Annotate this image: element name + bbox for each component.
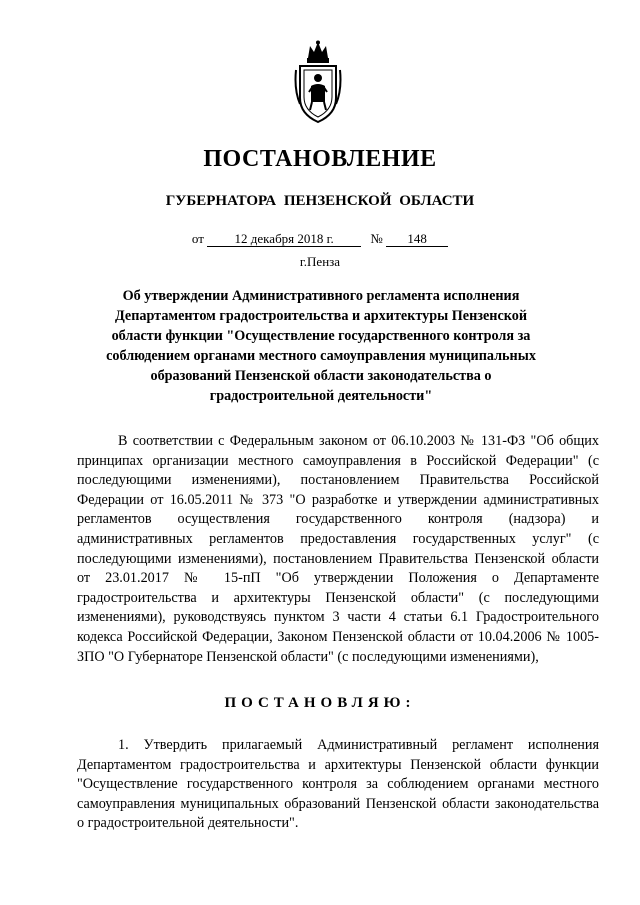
date-from-label: от (191, 231, 204, 246)
date-number-line (0, 231, 640, 247)
preamble-paragraph: В соответствии с Федеральным законом от 06.10.2003 № 131-ФЗ "Об общих принципах организации местного самоуправления в Российской Федерации" (с последующими изменениями), постановлением Правительства Российской Федерации от 16.05.2011 № 373 "О разработке и утверждении административных регламентов осуществления государственного контроля (надзора) и административных регламентов предоставления государственных услуг" (с последующими изменениями), постановлением Правительства Пензенской области от 23.01.2017 № 15-пП "Об утверждении Положения о Департаменте градостроительства и архитектуры Пензенской области" (с последующими изменениями), руководствуясь пунктом 3 части 4 статьи 6.1 Градостроительного кодекса Российской Федерации, Законом Пензенской области от 10.04.2006 № 1005-ЗПО "О Губернаторе Пензенской области" (с последующими изменениями), (77, 433, 599, 665)
document-heading: Об утверждении Административного регламента исполнения Департаментом градостроительства и архитектуры Пензенской области функции "Осуществление государственного контроля за соблюдением органами местного самоуправления муниципальных образований Пензенской области законодательства о градостроительной деятельности" (106, 288, 536, 404)
document-date: 12 декабря 2018 г. (207, 232, 361, 247)
number-label: № (370, 231, 383, 246)
document-subtitle: ГУБЕРНАТОРА ПЕНЗЕНСКОЙ ОБЛАСТИ (165, 193, 475, 209)
list-item: 1. Утвердить прилагаемый Административный регламент исполнения Департаментом градостроительства и архитектуры Пензенской области функции "Осуществление государственного контроля за соблюдением органами местного самоуправления муниципальных образований Пензенской области законодательства о градостроительной деятельности". (77, 737, 599, 832)
decree-word: ПОСТАНОВЛЯЮ: (224, 695, 416, 711)
coat-of-arms-icon (294, 40, 342, 124)
document-title: ПОСТАНОВЛЕНИЕ (203, 146, 437, 172)
document-city: г.Пенза (299, 254, 341, 269)
document-number: 148 (386, 232, 448, 247)
